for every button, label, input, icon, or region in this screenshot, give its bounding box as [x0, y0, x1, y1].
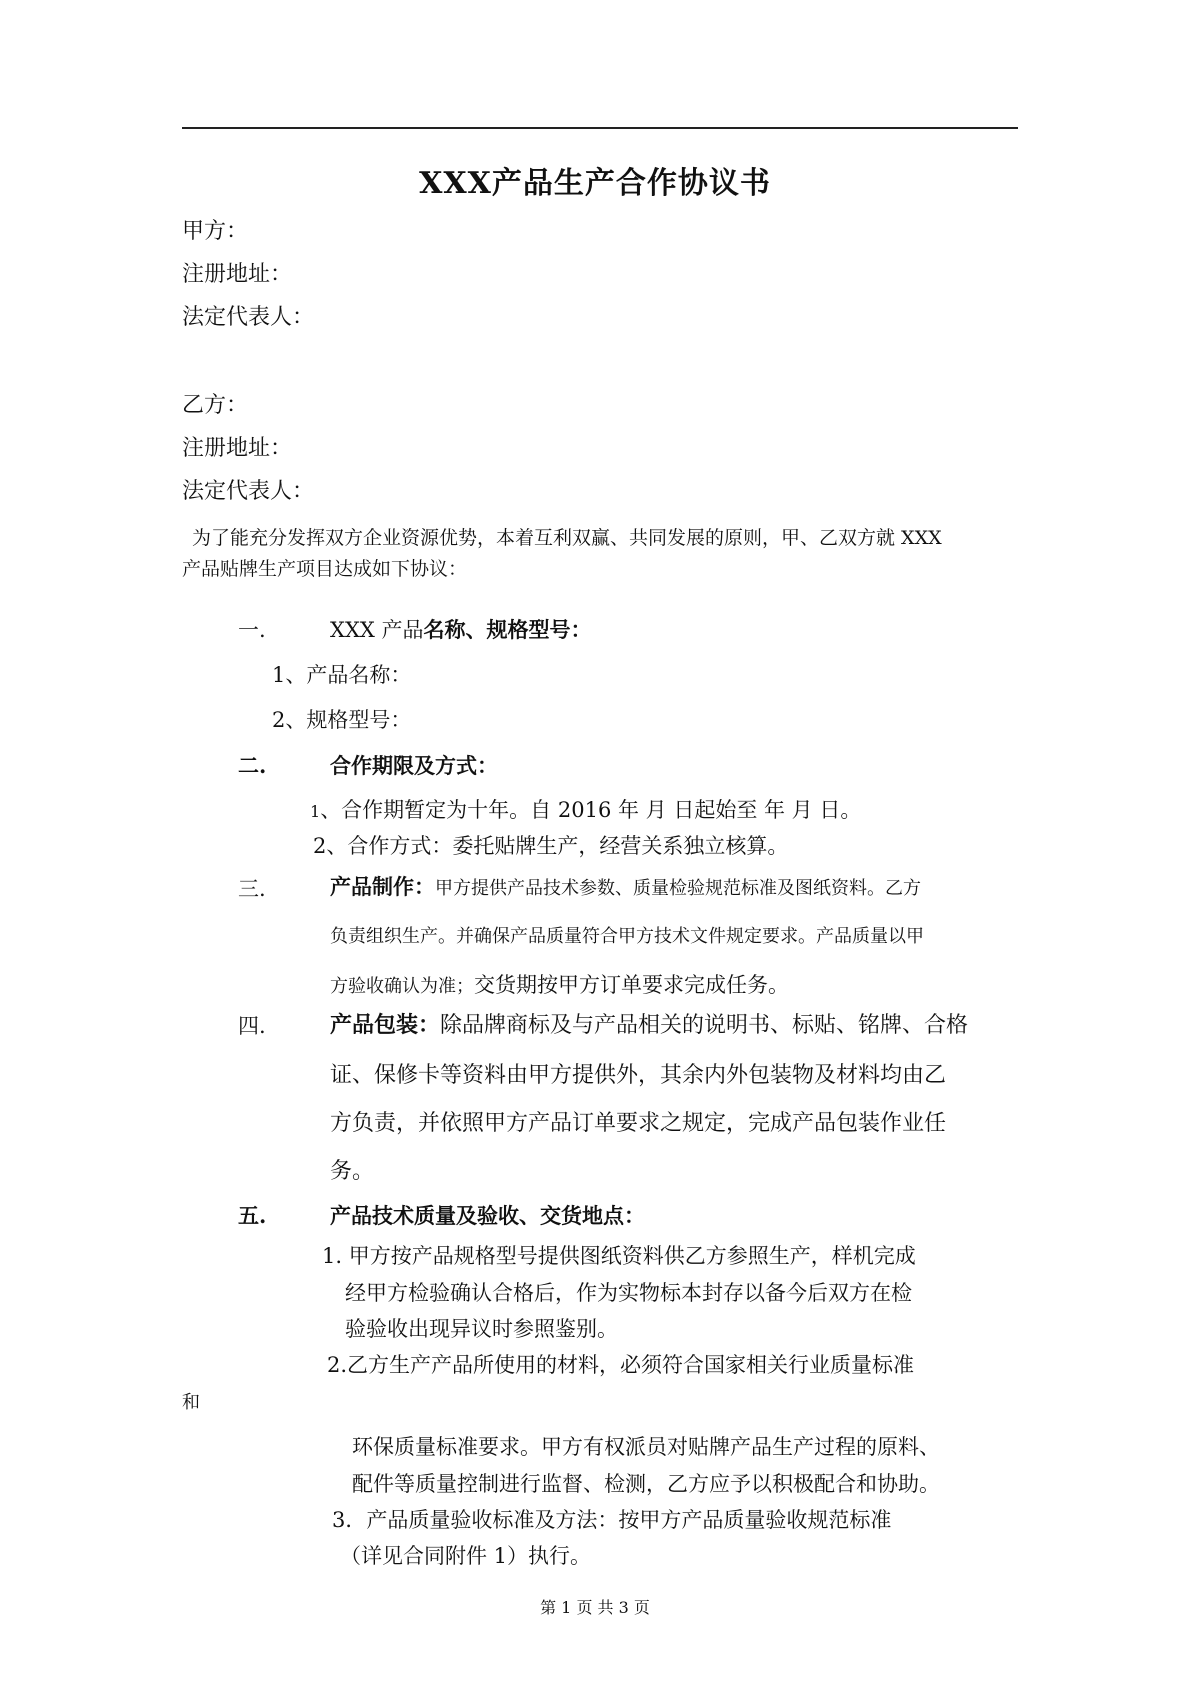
section-3-text-3a: 方验收确认为准；: [330, 976, 474, 997]
section-5-item-1-line-1: 1. 甲方按产品规格型号提供图纸资料供乙方参照生产，样机完成: [322, 1244, 916, 1268]
section-1-item-1: 1、产品名称：: [272, 663, 412, 687]
section-2-title: 合作期限及方式：: [330, 753, 498, 778]
section-4-text-4: 务。: [330, 1159, 375, 1184]
section-5-item-2-line-2: 和: [182, 1392, 200, 1413]
section-4-text-3: 方负责，并依照甲方产品订单要求之规定，完成产品包装作业任: [330, 1111, 947, 1136]
section-4-text-1: 除品牌商标及与产品相关的说明书、标贴、铭牌、合格: [440, 1013, 969, 1038]
section-3-text-2: 负责组织生产。并确保产品质量符合甲方技术文件规定要求。产品质量以甲: [330, 926, 924, 947]
party-a-rep-label: 法定代表人：: [182, 305, 315, 330]
section-1-title-plain: XXX 产品: [330, 618, 424, 642]
section-5-item-3-line-2: （详见合同附件 1）执行。: [340, 1544, 592, 1568]
section-2-item-2: 2、合作方式：委托贴牌生产，经营关系独立核算。: [313, 834, 789, 858]
section-5-item-2-line-1: 2.乙方生产产品所使用的材料，必须符合国家相关行业质量标准: [327, 1353, 915, 1377]
section-5-item-3-line-1: 3．产品质量验收标准及方法：按甲方产品质量验收规范标准: [332, 1508, 892, 1532]
section-1-item-2: 2、规格型号：: [272, 708, 412, 732]
page-footer: 第 1 页 共 3 页: [540, 1598, 650, 1617]
section-5-title: 产品技术质量及验收、交货地点：: [330, 1203, 645, 1228]
section-3-text-3b: 交货期按甲方订单要求完成任务。: [474, 973, 789, 997]
section-5-number: 五.: [238, 1203, 267, 1228]
section-5-item-1-line-3: 验验收出现异议时参照鉴别。: [345, 1317, 618, 1341]
section-2-item-1-text: 、合作期暂定为十年。自 2016 年 月 日起始至 年 月 日。: [320, 798, 862, 822]
party-b-rep-label: 法定代表人：: [182, 479, 315, 504]
party-b-label: 乙方：: [182, 393, 249, 418]
section-4-line-1: [330, 1008, 968, 1039]
section-1-title: [330, 614, 592, 644]
section-4-title: 产品包装：: [330, 1012, 441, 1038]
section-3-number: 三.: [238, 877, 266, 901]
section-5-item-2-line-3: 环保质量标准要求。甲方有权派员对贴牌产品生产过程的原料、: [352, 1435, 940, 1459]
intro-line-1: 为了能充分发挥双方企业资源优势，本着互利双赢、共同发展的原则，甲、乙双方就 XXX: [192, 527, 942, 549]
section-5-item-2-line-4: 配件等质量控制进行监督、检测，乙方应予以积极配合和协助。: [352, 1472, 940, 1496]
section-5-item-1-line-2: 经甲方检验确认合格后，作为实物标本封存以备今后双方在检: [345, 1281, 912, 1305]
section-1-title-bold: 名称、规格型号：: [423, 617, 592, 642]
section-2-item-1-number: 1: [310, 802, 321, 821]
section-4-number: 四.: [238, 1014, 266, 1038]
section-3-title: 产品制作：: [330, 874, 435, 899]
section-2-item-1: [310, 794, 861, 824]
document-title: XXX产品生产合作协议书: [419, 166, 771, 201]
section-3-text-1: 甲方提供产品技术参数、质量检验规范标准及图纸资料。乙方: [435, 878, 921, 899]
section-3-line-3: [330, 969, 789, 999]
section-1-number: 一.: [238, 618, 266, 642]
section-2-number: 二.: [238, 753, 267, 778]
section-4-text-2: 证、保修卡等资料由甲方提供外，其余内外包装物及材料均由乙: [330, 1063, 947, 1088]
intro-line-2: 产品贴牌生产项目达成如下协议：: [182, 558, 468, 580]
party-b-address-label: 注册地址：: [182, 436, 293, 461]
party-a-address-label: 注册地址：: [182, 262, 293, 287]
section-3-line-1: [330, 871, 921, 901]
header-rule: [182, 127, 1018, 129]
party-a-label: 甲方：: [182, 219, 249, 244]
